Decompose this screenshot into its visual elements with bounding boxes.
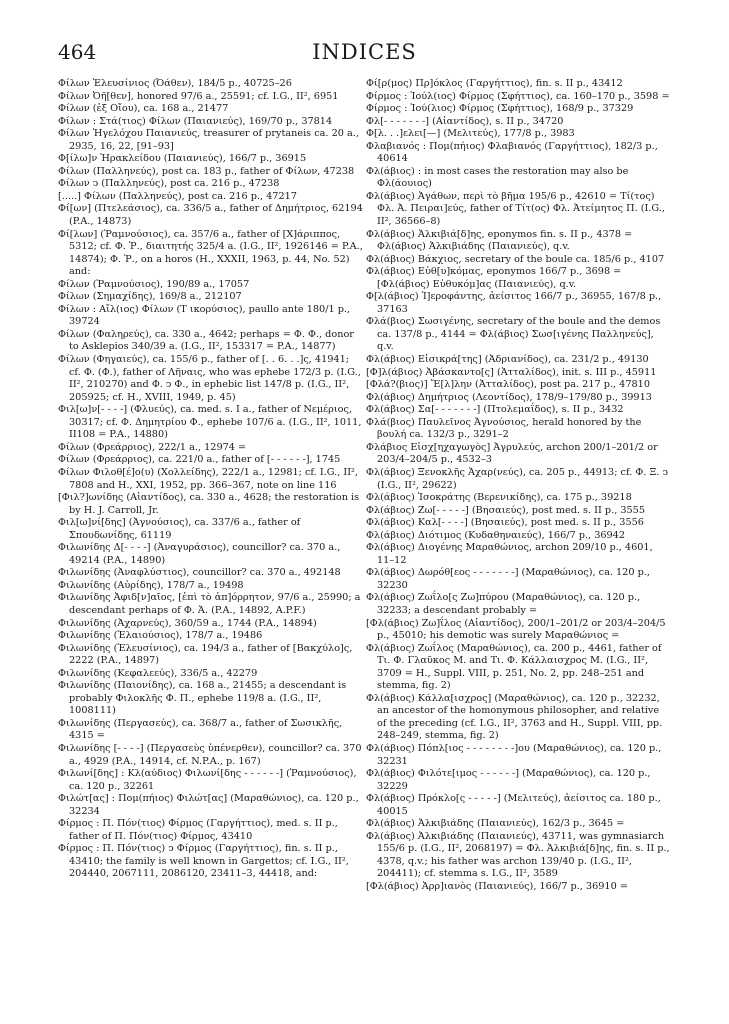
- index-entry: Φλ(άβιος) Κάλλα[ισχρος] (Μαραθώνιος), ca. 120 p., 32232, an ancestor of the homonymous philosopher, and relative of the preceding (cf. I.G., II², 3763 and H., Suppl. VIII, pp. 248–249, stemma, fig. 2): [366, 692, 663, 742]
- index-entry: Φί[λων] (Ῥαμνούσιος), ca. 357/6 a., father of [Χ]άριππος, 5312; cf. Φ. Ῥ., διαιτητής 325/4 a. (I.G., II², 1926146 = P.A., 14874); Φ. Ῥ., on a horos (H., XXXII, 1963, p. 44, No. 52) and:: [58, 228, 363, 278]
- index-entry: Φίλων Φιλοθ[έ]ο(υ) (Χολλείδης), 222/1 a., 12981; cf. I.G., II², 7808 and H., XXI, 1952, pp. 366–367, note on line 116: [58, 466, 358, 491]
- index-entry: Φιλωνίδης (Κεφαλεεύς), 336/5 a., 42279: [58, 667, 258, 679]
- index-entry: Φίρμος : Π. Πόν(τιος) Φίρμος (Γαργήττιος), med. s. II p., father of Π. Πόν(τιος) Φίρμος, 43410: [58, 818, 338, 842]
- index-entry: Φλ(άβιος) Ζωΐλος (Μαραθώνιος), ca. 200 p., 4461, father of Τι. Φ. Γλαῦκος Μ. and Τι. Φ. Κάλλαισχρος Μ. (I.G., II², 3709 = H., Suppl. VIII, p. 251, No. 2, pp. 248–251 and stemma, fig. 2): [366, 642, 662, 692]
- index-entry: Φιλωνίδης (Παιονίδης), ca. 168 a., 21455; a descendant is probably Φιλοκλῆς Φ. Π., ephebe 119/8 a. (I.G., II², 1008111): [58, 680, 347, 717]
- index-entry: Φ[ίλω]ν Ἡρακλείδου (Παιανιεύς), 166/7 p., 36915: [58, 153, 307, 165]
- index-entry: [Φλ(άβιος) Ζω]ΐλος (Αἰαντίδος), 200/1–201/2 or 203/4–204/5 p., 45010; his demotic was surely Μαραθώνιος =: [366, 617, 666, 642]
- index-entry: Φίλων (Παλληνεύς), post ca. 183 p., father of Φίλων, 47238: [58, 165, 355, 177]
- index-entry: Φλ(άβιος) Πόπλ[ιος - - - - - - - -]ου (Μαραθώνιος), ca. 120 p., 32231: [366, 742, 662, 767]
- index-entry: Φλ(άβιος) Ἀλκιβιάδης (Παιανιεύς), 162/3 p., 3645 =: [366, 818, 625, 830]
- index-entry: Φλ(άβιος) Ἰσοκράτης (Βερενικίδης), ca. 175 p., 39218: [366, 492, 632, 504]
- index-entry: Φιλ[ω]νί[δης] (Ἀγνούσιος), ca. 337/6 a., father of Σπουδωνίδης, 61119: [58, 517, 301, 541]
- index-entry: Φίρμος : Ἰούλ(ιος) Φίρμος (Σφήττιος), ca. 160–170 p., 3598 =: [366, 90, 670, 102]
- index-entry: [Φλ(άβιος) Ἀρρ]ιανὸς (Παιανιεύς), 166/7 p., 36910 =: [366, 881, 628, 892]
- index-entry: Φλ(άβιος) Ἀλκιβιά[δ]ης, eponymos fin. s. II p., 4378 = Φλ(άβιος) Ἀλκιβιάδης (Παιανιεύς), q.v.: [366, 228, 633, 253]
- index-entry: Φίλων : Στά(τιος) Φίλων (Παιανιεύς), 169/70 p., 37814: [58, 115, 333, 127]
- index-entry: Φ[λ. . .]ελει[—] (Μελιτεύς), 177/8 p., 3983: [366, 128, 575, 140]
- index-entry: Φίλων : Αἴλ(ιος) Φίλων (Τ ικορύσιος), paullo ante 180/1 p., 39724: [58, 303, 351, 328]
- page-header: [58, 40, 671, 68]
- index-entry: Φιλώτ[ας] : Πομ(πήιος) Φιλώτ[ας] (Μαραθώνιος), ca. 120 p., 32234: [58, 793, 359, 817]
- index-entry: Φιλ[ω]ν[- - - -] (Φλυεύς), ca. med. s. I a., father of Νεμέριος, 30317; cf. Φ. Δημητρίου Φ., ephebe 107/6 a. (I.G., II², 1011, II108 = P.A., 14880): [58, 404, 362, 441]
- index-entry: Φλ(άβιος) Φιλότε[ιμος - - - - - -] (Μαραθώνιος), ca. 120 p., 32229: [366, 768, 651, 792]
- index-entry: Φλ(άβιος) Εἰσικρά[της] (Ἀδριανίδος), ca. 231/2 p., 49130: [366, 354, 649, 366]
- index-entry: Φί[ρ(μος) Πρ]όκλος (Γαργήττιος), fin. s. II p., 43412: [366, 78, 623, 89]
- index-entry: Φλ(άβιος) Ξενοκλῆς Ἀχαρ(νεύς), ca. 205 p., 44913; cf. Φ. Ξ. ↄ (I.G., II², 29622): [366, 466, 668, 491]
- page-title: INDICES: [312, 40, 417, 64]
- index-entry: Φίρμος : Ἰού(λιος) Φίρμος (Σφήττιος), 168/9 p., 37329: [366, 103, 634, 115]
- index-entry: Φιλωνίδης (Ἀχαρνεύς), 360/59 a., 1744 (P.A., 14894): [58, 617, 317, 629]
- index-column-right: [366, 78, 671, 894]
- index-entry: Φ[λ(άβιος) Ἱ]εροφάντης, ἀείσιτος 166/7 p., 36955, 167/8 p., 37163: [366, 291, 662, 315]
- index-entry: Φλ(άβιος) Καλ[- - - -] (Βησαιεύς), post med. s. II p., 3556: [366, 517, 644, 529]
- index-entry: Φιλωνίδης (Ἐλευσίνιος), ca. 194/3 a., father of [Βακχύλο]ς, 2222 (P.A., 14897): [58, 642, 353, 667]
- index-entry: Φίλων Ἡγελόχου Παιανιεύς, treasurer of prytaneis ca. 20 a., 2935, 16, 22, [91–93]: [58, 128, 359, 152]
- index-entry: Φλ(άβιος) Σα[- - - - - - -] (Πτολεμαΐδος), s. II p., 3432: [366, 404, 624, 416]
- index-entry: Φλ(άβιος) Ζωΐλο[ς Ζω]πύρου (Μαραθώνιος), ca. 120 p., 32233; a descendant probably =: [366, 592, 641, 616]
- index-entry: Φίλων (Ῥαμνούσιος), 190/89 a., 17057: [58, 278, 250, 290]
- index-entry: Φλ(άβιος) Διότιμος (Κυδαθηναιεύς), 166/7 p., 36942: [366, 529, 626, 541]
- index-entry: Φιλωνίδης (Αὐρίδης), 178/7 a., 19498: [58, 579, 244, 591]
- index-entry: Φλ(άβιος) Πρόκλο[ς - - - - -] (Μελιτεύς), ἀείσιτος ca. 180 p., 40015: [366, 793, 661, 817]
- index-entry: [Φλά?(βιος)] Ἔ[λ]λην (Ἀτταλίδος), post pa. 217 p., 47810: [366, 379, 650, 391]
- index-entry: Φλ(άβιος) Δημήτριος (Λεοντίδος), 178/9–179/80 p., 39913: [366, 391, 652, 403]
- index-entry: Φίλων Ὀη̃[θεν], honored 97/6 a., 25591; cf. I.G., II², 6951: [58, 90, 339, 102]
- index-entry: Φλ(άβιος) : in most cases the restoration may also be Φλ(άουιος): [366, 165, 629, 190]
- index-entry: [Φ]λ(άβιος) Ἀβάσκαντο[ς] (Ἀτταλίδος), init. s. III p., 45911: [366, 366, 657, 378]
- index-entry: Φλ(άβιος) Ἀγάθων, περὶ τὸ βῆμα 195/6 p., 42610 = Τί(τος) Φλ. Ἀ. Πειραι]εύς, father of Τίτ(ος) Φλ. Ἀτείμητος Π. (I.G., II², 36566–8): [366, 190, 665, 228]
- index-entry: Φλ(άβιος) Ἀλκιβιάδης (Παιανιεύς), 43711, was gymnasiarch 155/6 p. (I.G., II², 2068197) = Φλ. Ἀλκιβιά[δ]ης, fin. s. II p., 4378, q.v.; his father was archon 139/40 p. (I.G., II², 204411); cf. stemma s. I.G., II², 3589: [366, 830, 670, 880]
- index-entry: Φίλων (Φαληρεύς), ca. 330 a., 4642; perhaps = Φ. Φ., donor to Asklepios 340/39 a. (I.G., II², 153317 = P.A., 14877): [58, 328, 354, 353]
- index-entry: Φιλωνίδης Ἀφιδ[ν]αῖος, [ἐπὶ τὸ ἀπ]όρρητον, 97/6 a., 25990; a descendant perhaps of Φ. Ἀ. (P.A., 14892, A.P.F.): [58, 592, 361, 616]
- index-entry: Φλ(άβιος) Δωρόθ[εος - - - - - - -] (Μαραθώνιος), ca. 120 p., 32230: [366, 567, 650, 591]
- index-entry: Φίλων (ἐξ Οἴου), ca. 168 a., 21477: [58, 103, 229, 115]
- index-entry: Φλαβιανός : Πομ(πήιος) Φλαβιανός (Γαργήττιος), 182/3 p., 40614: [366, 140, 658, 165]
- index-entry: Φιλωνίδης [- - - -] (Περγασεὺς ὑπένερθεν), councillor? ca. 370 a., 4929 (P.A., 14914, cf. N.P.A., p. 167): [58, 742, 362, 767]
- index-entry: Φλά(βιος) Παυλεῖνος Ἀγνούσιος, herald honored by the βουλή ca. 132/3 p., 3291–2: [366, 416, 642, 441]
- index-entry: Φιλωνίδης (Ἀναφλύστιος), councillor? ca. 370 a., 492148: [58, 567, 341, 579]
- index-entry: Φιλωνίδης (Ἐλαιούσιος), 178/7 a., 19486: [58, 630, 263, 642]
- index-entry: Φλά(βιος) Σωσιγένης, secretary of the boule and the demos ca. 137/8 p., 4144 = Φλ(άβιος) Σωσ[ιγένης Παλληνεύς], q.v.: [366, 316, 661, 353]
- index-entry: Φιλωνίδης Δ[- - - -] (Ἀναγυράσιος), councillor? ca. 370 a., 49214 (P.A., 14890): [58, 542, 341, 566]
- index-entry: Φιλωνί[δης] : Κλ(αύδιος) Φιλωνί[δης - - - - - -] (Ῥαμνούσιος), ca. 120 p., 32261: [58, 768, 357, 792]
- index-entry: Φλ(άβιος) Βάκχιος, secretary of the boule ca. 185/6 p., 4107: [366, 253, 665, 265]
- index-entry: Φιλωνίδης (Περγασεύς), ca. 368/7 a., father of Σωσικλῆς, 4315 =: [58, 717, 343, 742]
- index-entry: Φίλων (Σημαχίδης), 169/8 a., 212107: [58, 291, 242, 303]
- index-entry: [.....] Φίλων (Παλληνεύς), post ca. 216 p., 47217: [58, 190, 297, 202]
- index-column-left: [58, 78, 363, 881]
- page-number: 464: [58, 40, 97, 64]
- index-entry: [Φιλ?]ωνίδης (Αἰαντίδος), ca. 330 a., 4628; the restoration is by H. J. Carroll, Jr.: [58, 492, 360, 516]
- index-entry: Φίρμος : Π. Πόν(τιος) ↄ Φίρμος (Γαργήττιος), fin. s. II p., 43410; the family is well known in Gargettos; cf. I.G., II², 204440, 2067111, 2086120, 23411–3, 44418, and:: [58, 843, 349, 880]
- index-entry: Φλ[- - - - - - -] (Αἰαντίδος), s. II p., 34720: [366, 115, 564, 127]
- index-entry: Φίλων ↄ (Παλληνεύς), post ca. 216 p., 47238: [58, 178, 280, 190]
- index-entry: Φλάβιος Εἰσχ[ηχαγωγὸς] Ἀγρυλεύς, archon 200/1–201/2 or 203/4–204/5 p., 4532–3: [366, 441, 658, 466]
- index-entry: Φίλων Ἐλευσίνιος (Ὀάθεν), 184/5 p., 40725–26: [58, 78, 292, 89]
- index-entry: Φίλων (Φηγαιεύς), ca. 155/6 p., father of [. . 6. . .]ς, 41941; cf. Φ. (Φ.), father of Λῆναις, who was ephebe 172/3 p. (I.G., II², 210270) and Φ. ↄ Φ., in ephebic list 147/8 p. (I.G., II², 205925; cf. H., XVIII, 1949, p. 45): [58, 354, 361, 403]
- index-entry: Φίλων (Φρεάρριος), ca. 221/0 a., father of [- - - - - -], 1745: [58, 454, 341, 466]
- index-entry: Φλ(άβιος) Εὐθ[υ]κόμας, eponymos 166/7 p., 3698 = [Φλ(άβιος) Εὐθυκόμ]ας (Παιανιεύς), q.v.: [366, 266, 622, 290]
- index-entry: Φλ(άβιος) Διογένης Μαραθώνιος, archon 209/10 p., 4601, 11–12: [366, 542, 653, 566]
- index-entry: Φλ(άβιος) Ζω[- - - - -] (Βησαιεύς), post med. s. II p., 3555: [366, 504, 646, 516]
- index-entry: Φίλων (Φρεάρριος), 222/1 a., 12974 =: [58, 441, 247, 453]
- index-entry: Φί[ων] (Πτελεάσιος), ca. 336/5 a., father of Δημήτριος, 62194 (P.A., 14873): [58, 203, 363, 228]
